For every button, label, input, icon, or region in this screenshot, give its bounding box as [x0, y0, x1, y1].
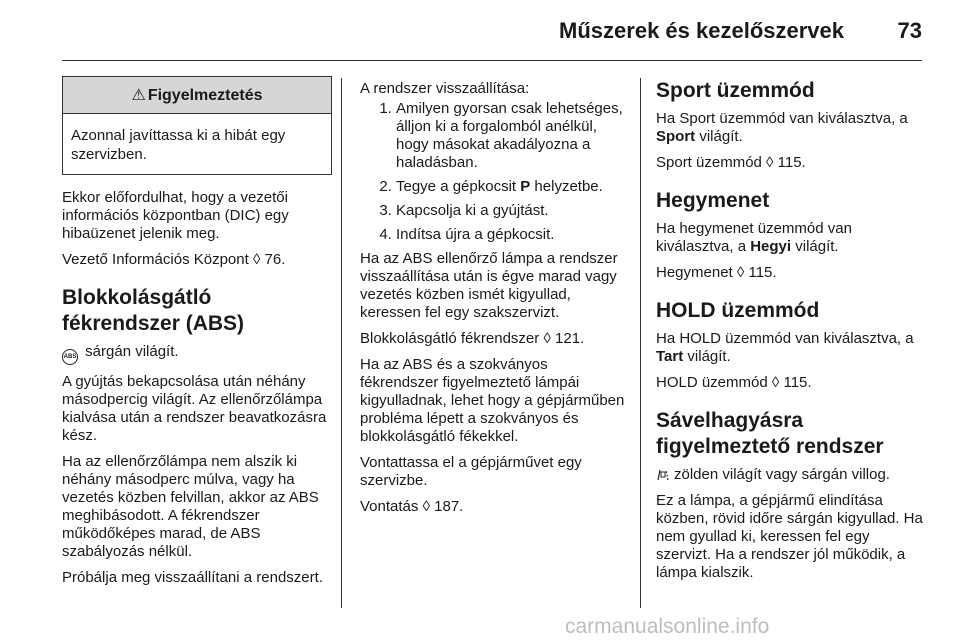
list-item: 1. Amilyen gyorsan csak lehetséges, álljon ki a forgalomból anélkül, hogy másokat akadályozna a haladásban.: [396, 100, 630, 172]
column-divider: [640, 78, 641, 608]
gear-position: P: [520, 178, 531, 195]
page-reference-icon: ◊: [543, 330, 551, 347]
page-reference-icon: ◊: [736, 264, 745, 281]
paragraph: A gyújtás bekapcsolása után néhány másodpercig világít. Az ellenőrzőlámpa kialvása után a rendszer beavatkozásra kész.: [62, 373, 327, 444]
text: világít.: [695, 128, 743, 145]
list-item: 3. Kapcsolja ki a gyújtást.: [396, 202, 630, 220]
warning-header: [63, 77, 331, 114]
reference-label: Hegymenet: [656, 264, 737, 281]
paragraph: [656, 154, 926, 172]
paragraph: [656, 220, 926, 256]
abs-lamp-text: sárgán világít.: [81, 343, 179, 360]
text: világít.: [683, 348, 731, 365]
paragraph: Ha az ABS és a szokványos fékrendszer figyelmeztető lámpái kigyulladnak, lehet hogy a gépjárműben probléma lépett a szokványos és blokkolásgátló fékekkel.: [360, 356, 625, 445]
page-reference-icon: ◊: [771, 374, 780, 391]
page-reference[interactable]: 187.: [434, 498, 464, 515]
warning-triangle-icon: ⚠: [131, 87, 146, 104]
paragraph: Vontattassa el a gépjárművet egy szervizbe.: [360, 454, 582, 489]
watermark: carmanualsonline.info: [565, 615, 770, 638]
abs-warning-lamp-icon: ABS: [62, 349, 78, 365]
paragraph: [656, 466, 926, 484]
lane-departure-icon: [656, 467, 670, 481]
text: Ha hegymenet üzemmód van kiválasztva, a: [656, 220, 852, 255]
paragraph: Ha az ABS ellenőrző lámpa a rendszer visszaállítása után is égve marad vagy vezetés közben ismét kigyullad, keressen fel egy szakszervizt.: [360, 250, 618, 321]
step-text: helyzetbe.: [530, 178, 603, 195]
column-1: [62, 76, 332, 595]
page-reference[interactable]: 115.: [777, 154, 806, 171]
column-3: [656, 78, 926, 590]
page-reference[interactable]: 121.: [555, 330, 585, 347]
section-heading-sport: Sport üzemmód: [656, 79, 815, 102]
paragraph: Próbálja meg visszaállítani a rendszert.: [62, 569, 323, 586]
page-header-title: Műszerek és kezelőszervek: [559, 18, 844, 43]
paragraph: Ez a lámpa, a gépjármű elindítása közben, rövid időre sárgán kigyullad. Ha nem gyullad ki, keressen fel egy szervizt. Ha a rendszer jól működik, a lámpa kialszik.: [656, 492, 923, 581]
page-reference[interactable]: 76.: [264, 251, 286, 268]
paragraph: Ha az ellenőrzőlámpa nem alszik ki néhány másodperc múlva, vagy ha vezetés közben felvillan, akkor az ABS meghibásodott. A fékrendszer működőképes marad, de ABS szabályozás nélkül.: [62, 453, 319, 560]
warning-box: [62, 76, 332, 175]
text: Ha HOLD üzemmód van kiválasztva, a: [656, 330, 914, 347]
column-divider: [341, 78, 342, 608]
section-heading-lane: Sávelhagyásra figyelmeztető rendszer: [656, 409, 884, 458]
section-heading-hill: Hegymenet: [656, 189, 770, 212]
page-number: 73: [897, 18, 922, 43]
paragraph: [62, 251, 332, 269]
page-reference[interactable]: 115.: [783, 374, 812, 391]
page-reference[interactable]: 115.: [748, 264, 777, 281]
indicator-label: Hegyi: [750, 238, 792, 255]
reference-label: HOLD üzemmód: [656, 374, 772, 391]
reference-label: Vontatás: [360, 498, 423, 515]
paragraph: [656, 374, 926, 392]
paragraph: [656, 330, 926, 366]
list-item: 4. Indítsa újra a gépkocsit.: [396, 226, 630, 244]
indicator-label: Sport: [656, 128, 696, 145]
reference-label: Vezető Információs Központ: [62, 251, 253, 268]
page-reference-icon: ◊: [252, 251, 261, 268]
page-reference-icon: ◊: [766, 154, 774, 171]
reference-label: Sport üzemmód: [656, 154, 767, 171]
paragraph: [656, 264, 926, 282]
reset-steps-list: [360, 100, 630, 244]
paragraph: [62, 343, 332, 365]
paragraph: [656, 110, 926, 146]
indicator-label: Tart: [656, 348, 684, 365]
reference-label: Blokkolásgátló fékrendszer: [360, 330, 544, 347]
warning-title: Figyelmeztetés: [147, 87, 263, 104]
paragraph: [360, 498, 630, 516]
list-item: [396, 178, 630, 196]
column-2: [360, 80, 630, 524]
header-rule: [62, 60, 922, 61]
step-text: Tegye a gépkocsit: [396, 178, 521, 195]
paragraph: [360, 330, 630, 348]
paragraph: Ekkor előfordulhat, hogy a vezetői információs központban (DIC) egy hibaüzenet jelenik meg.: [62, 189, 289, 242]
warning-text: Azonnal javíttassa ki a hibát egy szervizben.: [71, 127, 286, 163]
lane-lamp-text: zölden világít vagy sárgán villog.: [674, 466, 890, 483]
text: világít.: [791, 238, 839, 255]
section-heading-abs: Blokkolásgátló fékrendszer (ABS): [62, 286, 245, 335]
text: Ha Sport üzemmód van kiválasztva, a: [656, 110, 908, 127]
section-heading-hold: HOLD üzemmód: [656, 299, 820, 322]
page-reference-icon: ◊: [422, 498, 430, 515]
paragraph: A rendszer visszaállítása:: [360, 80, 530, 97]
